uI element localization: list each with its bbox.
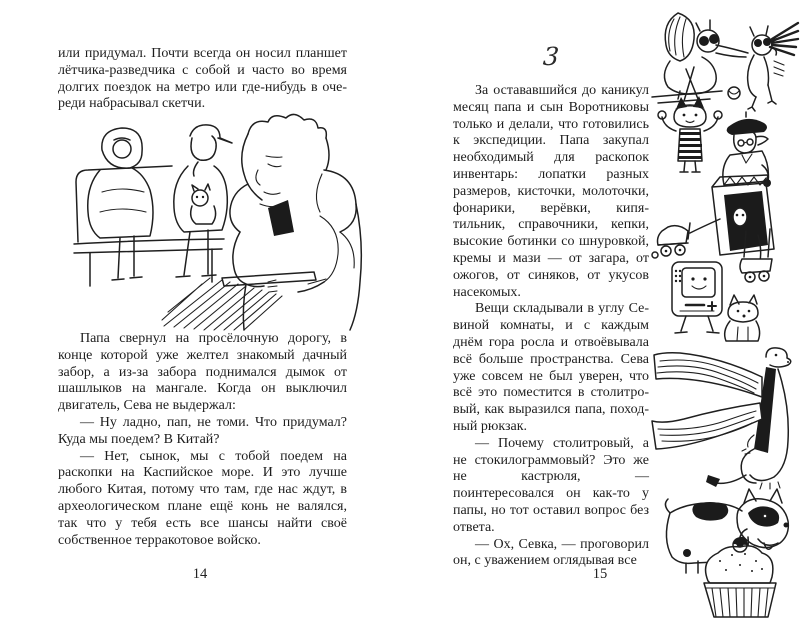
- paragraph: — Ну ладно, пап, не томи. Что придумал? Куда мы поедем? В Китай?: [58, 414, 347, 447]
- scarf-ferret-doodle: [652, 348, 791, 489]
- paragraph: — Нет, сынок, мы с тобой поедем на раскопки на Каспийское море. И это лучше любого Китая, потому что там, где нас ждут, в археологическом плане ещё конь не валялся, так что у тебя есть все шансы найти своё собственное терракотовое войско.: [58, 448, 347, 548]
- paragraph: — Ох, Севка, — проговорил он, с уважением оглядывая все: [453, 536, 649, 569]
- paragraph: Папа свернул на просёлочную дорогу, в конце которой уже желтел знакомый дачный забор, а из-за забора поднимался дымок от шашлыков на мангале. Когда он выключил двигатель, Сева не выдержал:: [58, 331, 347, 414]
- striped-cat-doodle: [658, 96, 722, 172]
- bench: [76, 166, 172, 242]
- chapter-number: 3: [542, 42, 560, 71]
- page-number-left: 14: [192, 566, 208, 582]
- hooded-passenger: [88, 128, 153, 280]
- goose-ski-doodle: [652, 13, 798, 111]
- retro-computer-doodle: [672, 262, 722, 333]
- paragraph: или придумал. Почти всегда он носил планшет лётчика-разведчика с собой и часто во время долгих поездок на метро или где-нибудь в очереди набрасывал скетчи.: [58, 46, 347, 112]
- right-page-text: [453, 83, 649, 570]
- page-number-right: 15: [592, 566, 608, 582]
- paragraph: — Почему столитровый, а не стокилограммовый? Это же не кастрюля, — поинтересовался он как-то у папы, но тот оставил вопрос без ответа.: [453, 435, 649, 535]
- left-page-text-top: [58, 46, 347, 113]
- metro-sketching-illustration: [72, 112, 364, 332]
- sketching-man: [162, 114, 361, 330]
- left-page-text-bottom: [58, 331, 347, 549]
- puppy-doodle: [725, 295, 760, 341]
- paragraph: Вещи складывали в углу Севиной комнаты, и с каждым днём гора росла и отвоёвывала всё больше пространства. Сева уже совсем не был уверен, что всё это поместится в столитровый, как выразился папа, походный рюкзак.: [453, 301, 649, 434]
- roller-skate-kid-doodle: [652, 112, 774, 282]
- bull-terrier-cupcake-doodle: [665, 489, 788, 617]
- cap-passenger-with-dog: [174, 125, 232, 277]
- margin-doodles: [650, 5, 800, 625]
- paragraph: За остававшийся до каникул месяц папа и сын Воротниковы только и делали, что готовились к экспедиции. Папа закупал необходимый для раскопок инвентарь: лопатки разных размеров, кисточки, молоточки, фонарики, верёвки, кипятильник, справочники, кепки, высокие ботинки со шнуровкой, кремы и мази — от загара, от ожогов, от синяков, от укусов насекомых.: [453, 83, 649, 300]
